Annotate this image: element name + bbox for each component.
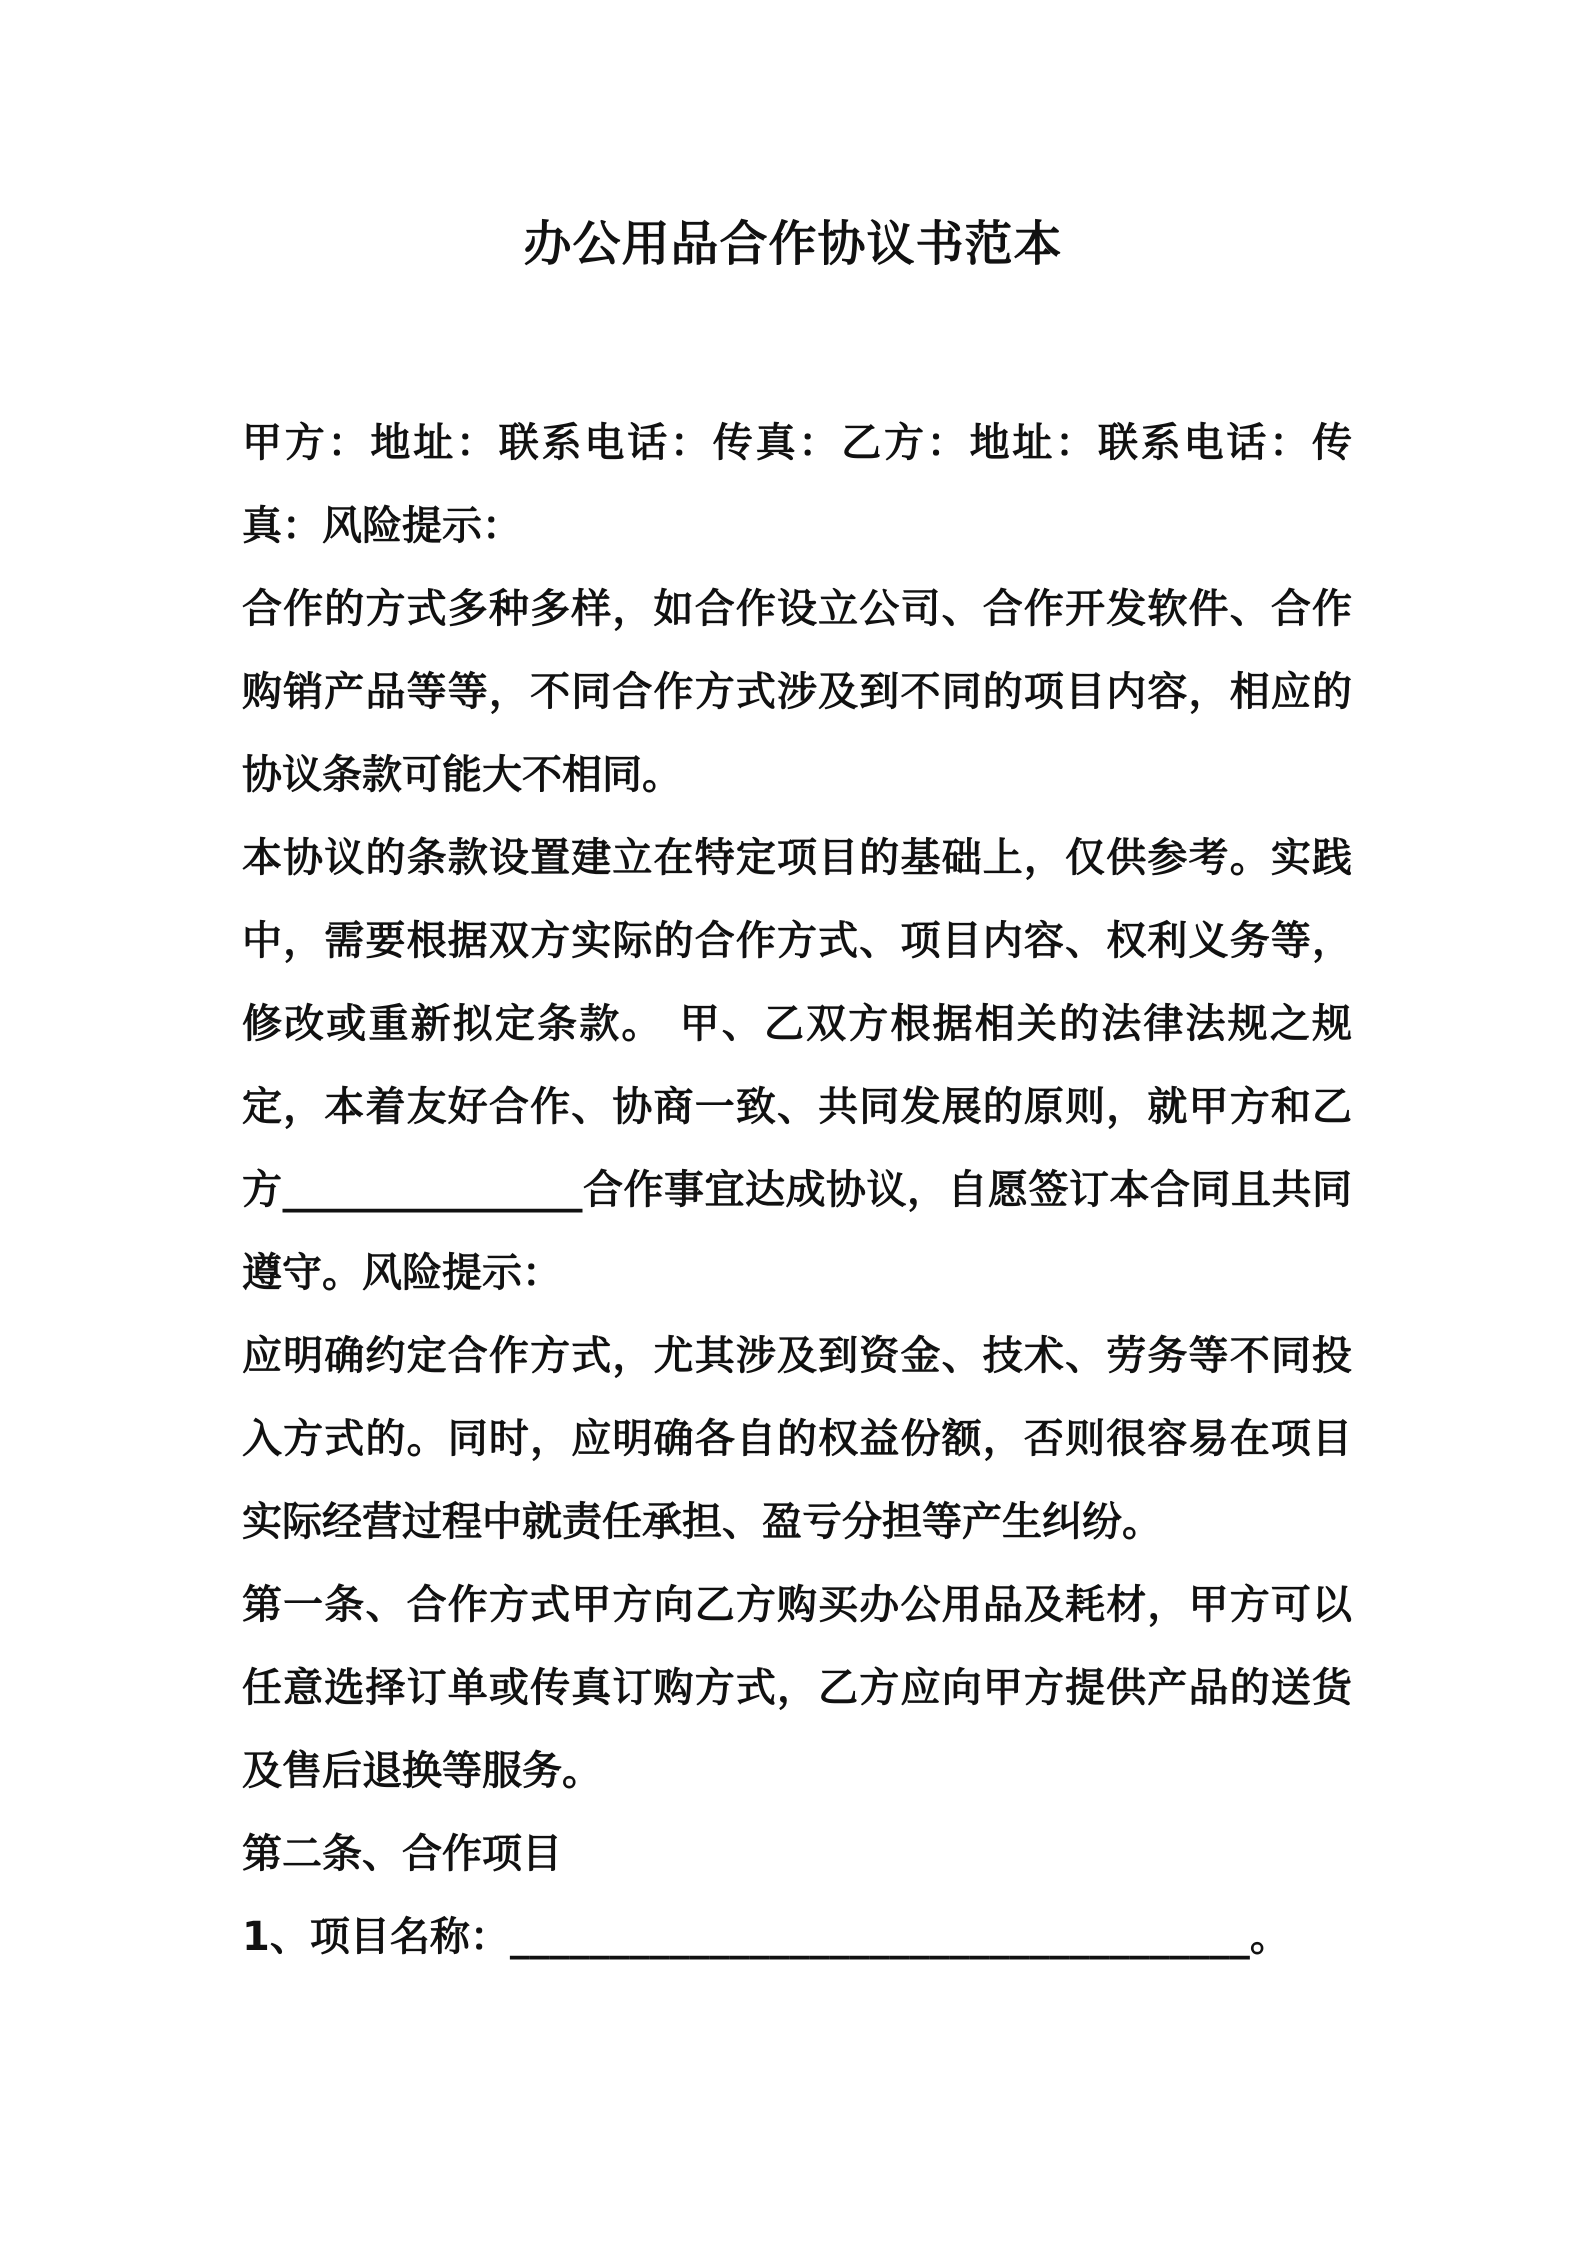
paragraph-risk-notice: 应明确约定合作方式，尤其涉及到资金、技术、劳务等不同投入方式的。同时，应明确各自的权益份额，否则很容易在项目实际经营过程中就责任承担、盈亏分担等产生纠纷。: [242, 1333, 1352, 1545]
document-title: 办公用品合作协议书范本: [523, 216, 1063, 272]
paragraph-parties: 甲方：地址：联系电话：传真：乙方：地址：联系电话：传真：风险提示：: [242, 420, 1352, 549]
paragraph-article-two-heading: 第二条、合作项目: [242, 1831, 562, 1877]
paragraph-cooperation-modes: 合作的方式多种多样，如合作设立公司、合作开发软件、合作购销产品等等，不同合作方式涉及到不同的项目内容，相应的协议条款可能大不相同。: [242, 586, 1352, 798]
paragraph-project-name: 1、项目名称：_____________________________________。: [242, 1914, 1290, 1960]
document-body: [242, 402, 1352, 1979]
paragraph-agreement-basis: 本协议的条款设置建立在特定项目的基础上，仅供参考。实践中，需要根据双方实际的合作方式、项目内容、权利义务等，修改或重新拟定条款。 甲、乙双方根据相关的法律法规之规定，本着友好合作、协商一致、共同发展的原则，就甲方和乙方_______________合作事宜达成协议，自愿签订本合同且共同遵守。风险提示：: [242, 835, 1352, 1296]
paragraph-article-one: 第一条、合作方式甲方向乙方购买办公用品及耗材，甲方可以任意选择订单或传真订购方式，乙方应向甲方提供产品的送货及售后退换等服务。: [242, 1582, 1352, 1794]
